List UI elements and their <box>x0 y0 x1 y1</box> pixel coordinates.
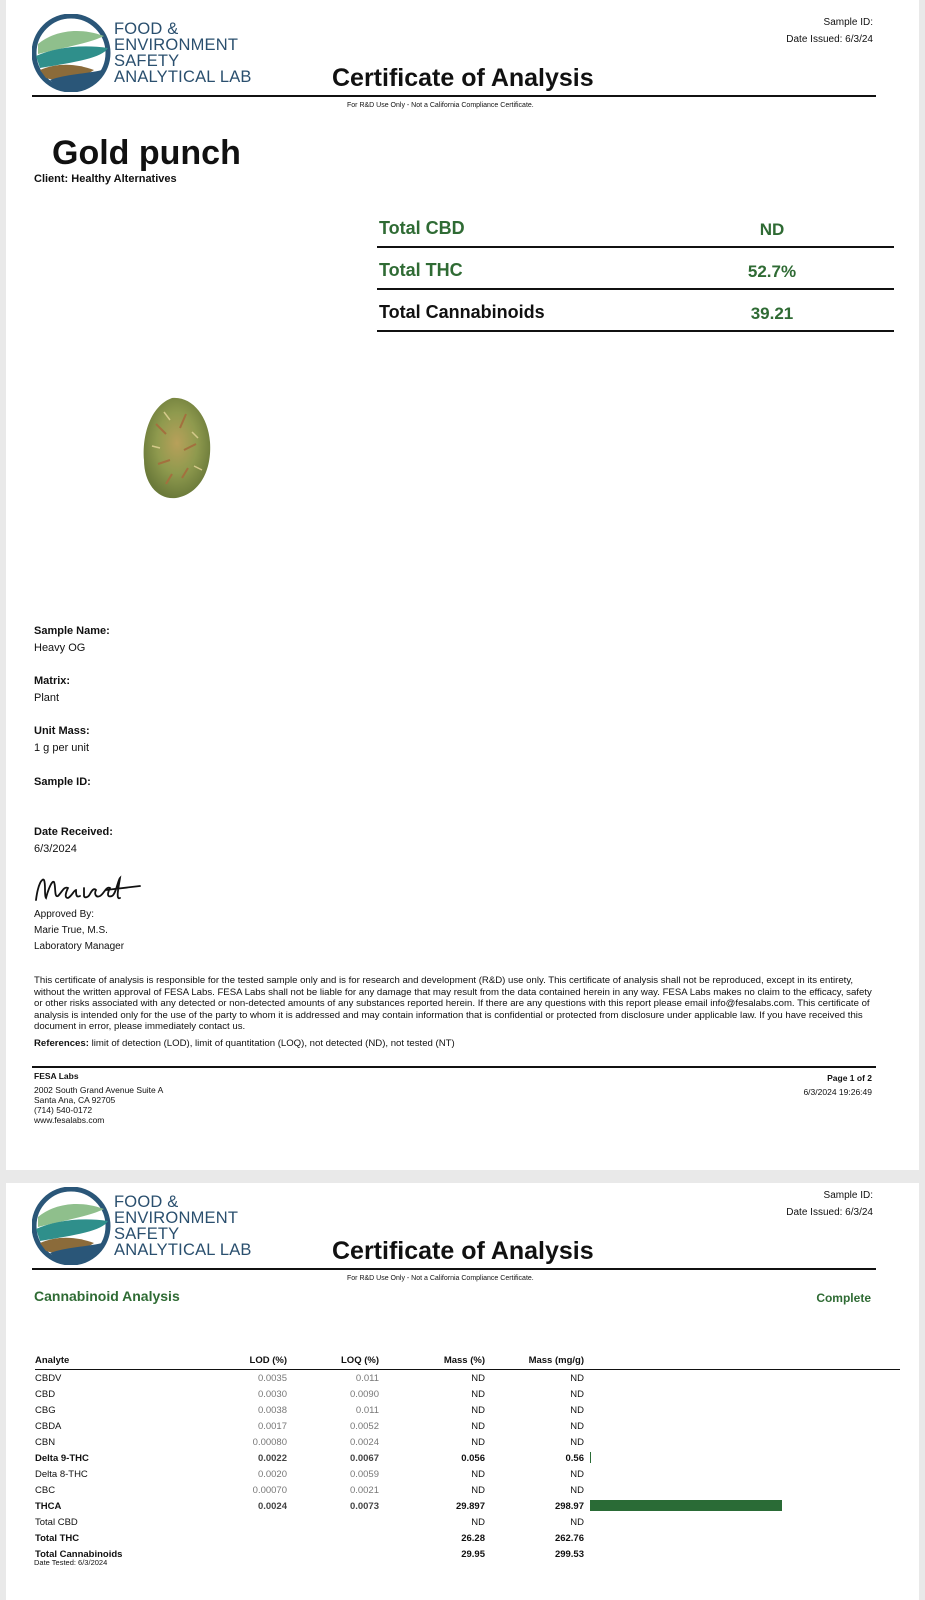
approver-name: Marie True, M.S. <box>34 925 108 936</box>
sample-id-label: Sample ID: <box>823 1190 873 1201</box>
product-image <box>136 394 218 502</box>
mass-bar-cell <box>584 1546 900 1562</box>
analyte-cell: CBC <box>35 1484 56 1496</box>
analyte-cell: Delta 9-THC <box>35 1452 89 1464</box>
page-title: Certificate of Analysis <box>332 1237 594 1265</box>
coa-page-2 <box>6 1183 919 1600</box>
mass-bar-cell <box>584 1450 900 1466</box>
table-row <box>35 1402 900 1418</box>
lab-phone: (714) 540-0172 <box>34 1105 93 1115</box>
print-timestamp: 6/3/2024 19:26:49 <box>803 1087 872 1097</box>
sample-id-field-label: Sample ID: <box>34 776 91 788</box>
footer-divider <box>32 1066 876 1068</box>
page-number: Page 1 of 2 <box>827 1073 872 1083</box>
summary-value: ND <box>759 220 785 239</box>
mass-mg-cell: ND <box>570 1468 584 1480</box>
column-header: LOQ (%) <box>287 1352 379 1370</box>
loq-cell: 0.0024 <box>349 1436 379 1448</box>
mass-bar-cell <box>584 1498 900 1514</box>
analyte-cell: Total CBD <box>35 1516 78 1528</box>
mass-pct-cell: 26.28 <box>461 1532 485 1544</box>
logo-line: ANALYTICAL LAB <box>114 1241 252 1259</box>
approver-title: Laboratory Manager <box>34 941 125 952</box>
lod-cell: 0.0022 <box>257 1452 287 1464</box>
analyte-cell: CBDA <box>35 1420 62 1432</box>
header-divider <box>32 95 876 97</box>
loq-cell: 0.0073 <box>349 1500 379 1512</box>
lod-cell <box>207 1514 287 1530</box>
lab-address-line2: Santa Ana, CA 92705 <box>34 1095 116 1105</box>
product-name: Gold punch <box>52 134 241 172</box>
table-row <box>35 1466 900 1482</box>
logo-wordmark <box>114 1194 252 1258</box>
lod-cell <box>207 1530 287 1546</box>
page-subtitle: For R&D Use Only - Not a California Compliance Certificate. <box>347 102 534 109</box>
table-row <box>35 1434 900 1450</box>
mass-bar-cell <box>584 1530 900 1546</box>
loq-cell <box>287 1546 379 1562</box>
mass-bar-cell <box>584 1466 900 1482</box>
summary-row-total-cannabinoids <box>377 290 894 332</box>
table-row <box>35 1546 900 1562</box>
table-row <box>35 1530 900 1546</box>
mass-bar-cell <box>584 1418 900 1434</box>
logo-line: ANALYTICAL LAB <box>114 68 252 86</box>
mass-mg-cell: ND <box>570 1516 584 1528</box>
date-issued: Date Issued: 6/3/24 <box>786 1207 873 1218</box>
loq-cell: 0.011 <box>355 1404 379 1416</box>
unit-mass-label: Unit Mass: <box>34 725 90 737</box>
lab-name: FESA Labs <box>34 1071 79 1081</box>
page-subtitle: For R&D Use Only - Not a California Compliance Certificate. <box>347 1275 534 1282</box>
table-row <box>35 1482 900 1498</box>
footer-page-info <box>803 1071 872 1099</box>
summary-value: 39.21 <box>750 304 794 323</box>
lod-cell: 0.00070 <box>252 1484 287 1496</box>
section-title: Cannabinoid Analysis <box>34 1288 180 1304</box>
summary-value: 52.7% <box>747 262 797 281</box>
logo-line: ENVIRONMENT <box>114 36 239 54</box>
column-header: LOD (%) <box>207 1352 287 1370</box>
mass-mg-cell: 262.76 <box>554 1532 584 1544</box>
summary-row-total-thc <box>377 248 894 290</box>
matrix-label: Matrix: <box>34 675 71 687</box>
logo-line: SAFETY <box>114 1225 180 1243</box>
references-label: References: <box>34 1038 89 1049</box>
matrix-value: Plant <box>34 692 60 704</box>
table-row <box>35 1514 900 1530</box>
mass-mg-cell: ND <box>570 1484 584 1496</box>
table-row <box>35 1450 900 1466</box>
table-row <box>35 1370 900 1387</box>
cannabinoid-table <box>35 1352 900 1562</box>
lod-cell: 0.00080 <box>252 1436 287 1448</box>
mass-bar-cell <box>584 1370 900 1387</box>
mass-pct-cell: ND <box>471 1484 485 1496</box>
mass-mg-cell: 299.53 <box>554 1548 584 1560</box>
header-meta <box>786 14 873 48</box>
column-header: Mass (%) <box>379 1352 485 1370</box>
mass-mg-cell: ND <box>570 1388 584 1400</box>
references-line <box>34 1038 880 1050</box>
mass-bar-cell <box>584 1434 900 1450</box>
mass-pct-cell: ND <box>471 1436 485 1448</box>
column-header: Mass (mg/g) <box>485 1352 584 1370</box>
analyte-cell: Total THC <box>35 1532 80 1544</box>
mass-bar-cell <box>584 1386 900 1402</box>
lod-cell: 0.0035 <box>257 1372 287 1384</box>
date-received-value: 6/3/2024 <box>34 843 77 855</box>
footer-address <box>34 1071 163 1125</box>
summary-name: Total CBD <box>379 218 465 238</box>
mass-bar-cell <box>584 1514 900 1530</box>
mass-pct-cell: ND <box>471 1404 485 1416</box>
mass-mg-cell: ND <box>570 1420 584 1432</box>
table-row <box>35 1498 900 1514</box>
mass-bar-cell <box>584 1402 900 1418</box>
summary-name: Total Cannabinoids <box>379 302 545 322</box>
lod-cell: 0.0030 <box>257 1388 287 1400</box>
mass-pct-cell: 29.95 <box>461 1548 485 1560</box>
table-header-row <box>35 1352 900 1370</box>
analyte-cell: CBD <box>35 1388 56 1400</box>
mass-pct-cell: 0.056 <box>461 1452 485 1464</box>
mass-pct-cell: ND <box>471 1388 485 1400</box>
date-received-label: Date Received: <box>34 826 113 838</box>
analyte-cell: Total Cannabinoids <box>35 1548 123 1560</box>
logo-line: FOOD & <box>114 20 179 38</box>
loq-cell: 0.0090 <box>349 1388 379 1400</box>
unit-mass-value: 1 g per unit <box>34 742 90 754</box>
lod-cell: 0.0038 <box>257 1404 287 1416</box>
mass-mg-cell: 298.97 <box>554 1500 584 1512</box>
mass-bar-cell <box>584 1482 900 1498</box>
references-text: limit of detection (LOD), limit of quantitation (LOQ), not detected (ND), not tested (NT) <box>88 1038 455 1049</box>
date-issued: Date Issued: 6/3/24 <box>786 34 873 45</box>
sample-name-value: Heavy OG <box>34 642 86 654</box>
lab-website: www.fesalabs.com <box>34 1115 105 1125</box>
loq-cell: 0.0052 <box>349 1420 379 1432</box>
column-header-bar <box>584 1352 900 1370</box>
column-header: Analyte <box>35 1352 207 1370</box>
date-tested: Date Tested: 6/3/2024 <box>34 1558 108 1567</box>
loq-cell: 0.0021 <box>349 1484 379 1496</box>
loq-cell: 0.0059 <box>349 1468 379 1480</box>
table-body <box>35 1370 900 1563</box>
sample-id-label: Sample ID: <box>823 17 873 28</box>
analyte-cell: CBG <box>35 1404 56 1416</box>
logo-line: ENVIRONMENT <box>114 1209 239 1227</box>
summary-name: Total THC <box>379 260 463 280</box>
mass-pct-cell: 29.897 <box>455 1500 485 1512</box>
analyte-cell: Delta 8-THC <box>35 1468 88 1480</box>
analyte-cell: CBDV <box>35 1372 62 1384</box>
summary-row-total-cbd <box>377 206 894 248</box>
analyte-cell: CBN <box>35 1436 56 1448</box>
mass-mg-cell: 0.56 <box>565 1452 584 1464</box>
analyte-cell: THCA <box>35 1500 62 1512</box>
mass-mg-cell: ND <box>570 1372 584 1384</box>
analysis-status: Complete <box>816 1291 871 1305</box>
table-row <box>35 1386 900 1402</box>
mass-bar <box>590 1452 591 1463</box>
loq-cell: 0.011 <box>355 1372 379 1384</box>
lod-cell: 0.0020 <box>257 1468 287 1480</box>
lab-address-line1: 2002 South Grand Avenue Suite A <box>34 1085 164 1095</box>
fesa-logo-icon <box>32 1187 112 1265</box>
lod-cell: 0.0024 <box>257 1500 287 1512</box>
lod-cell <box>207 1546 287 1562</box>
logo-wordmark <box>114 21 252 85</box>
logo-line: FOOD & <box>114 1193 179 1211</box>
mass-pct-cell: ND <box>471 1468 485 1480</box>
loq-cell: 0.0067 <box>349 1452 379 1464</box>
mass-pct-cell: ND <box>471 1372 485 1384</box>
mass-pct-cell: ND <box>471 1420 485 1432</box>
signature-image <box>32 870 142 908</box>
logo-line: SAFETY <box>114 52 180 70</box>
loq-cell <box>287 1530 379 1546</box>
approved-by-label: Approved By: <box>34 909 95 920</box>
mass-mg-cell: ND <box>570 1404 584 1416</box>
client-name: Client: Healthy Alternatives <box>34 173 177 185</box>
mass-bar <box>590 1500 782 1511</box>
header-meta <box>786 1187 873 1221</box>
page-title: Certificate of Analysis <box>332 64 594 92</box>
lod-cell: 0.0017 <box>257 1420 287 1432</box>
header-divider <box>32 1268 876 1270</box>
mass-pct-cell: ND <box>471 1516 485 1528</box>
mass-mg-cell: ND <box>570 1436 584 1448</box>
disclaimer-text: This certificate of analysis is responsible for the tested sample only and is for research and development (R&D) use only. This certificate of analysis shall not be reproduced, except in its entirety, without the written approval of FESA Labs. FESA Labs shall not be liable for any damage that may result from the data contained herein in any way. FESA Labs makes no claim to the efficacy, safety or other risks associated with any detected or non-detected amounts of any substances reported herein. If there are any questions with this report please email info@fesalabs.com. This certificate of analysis is intended only for the use of the party to whom it is addressed and may contain information that is confidential or protected from disclosure under applicable law. If you have received this document in error, please immediately contact us. <box>34 975 872 1032</box>
sample-name-label: Sample Name: <box>34 625 110 637</box>
coa-page-1 <box>6 0 919 1170</box>
fesa-logo-icon <box>32 14 112 92</box>
loq-cell <box>287 1514 379 1530</box>
table-row <box>35 1418 900 1434</box>
